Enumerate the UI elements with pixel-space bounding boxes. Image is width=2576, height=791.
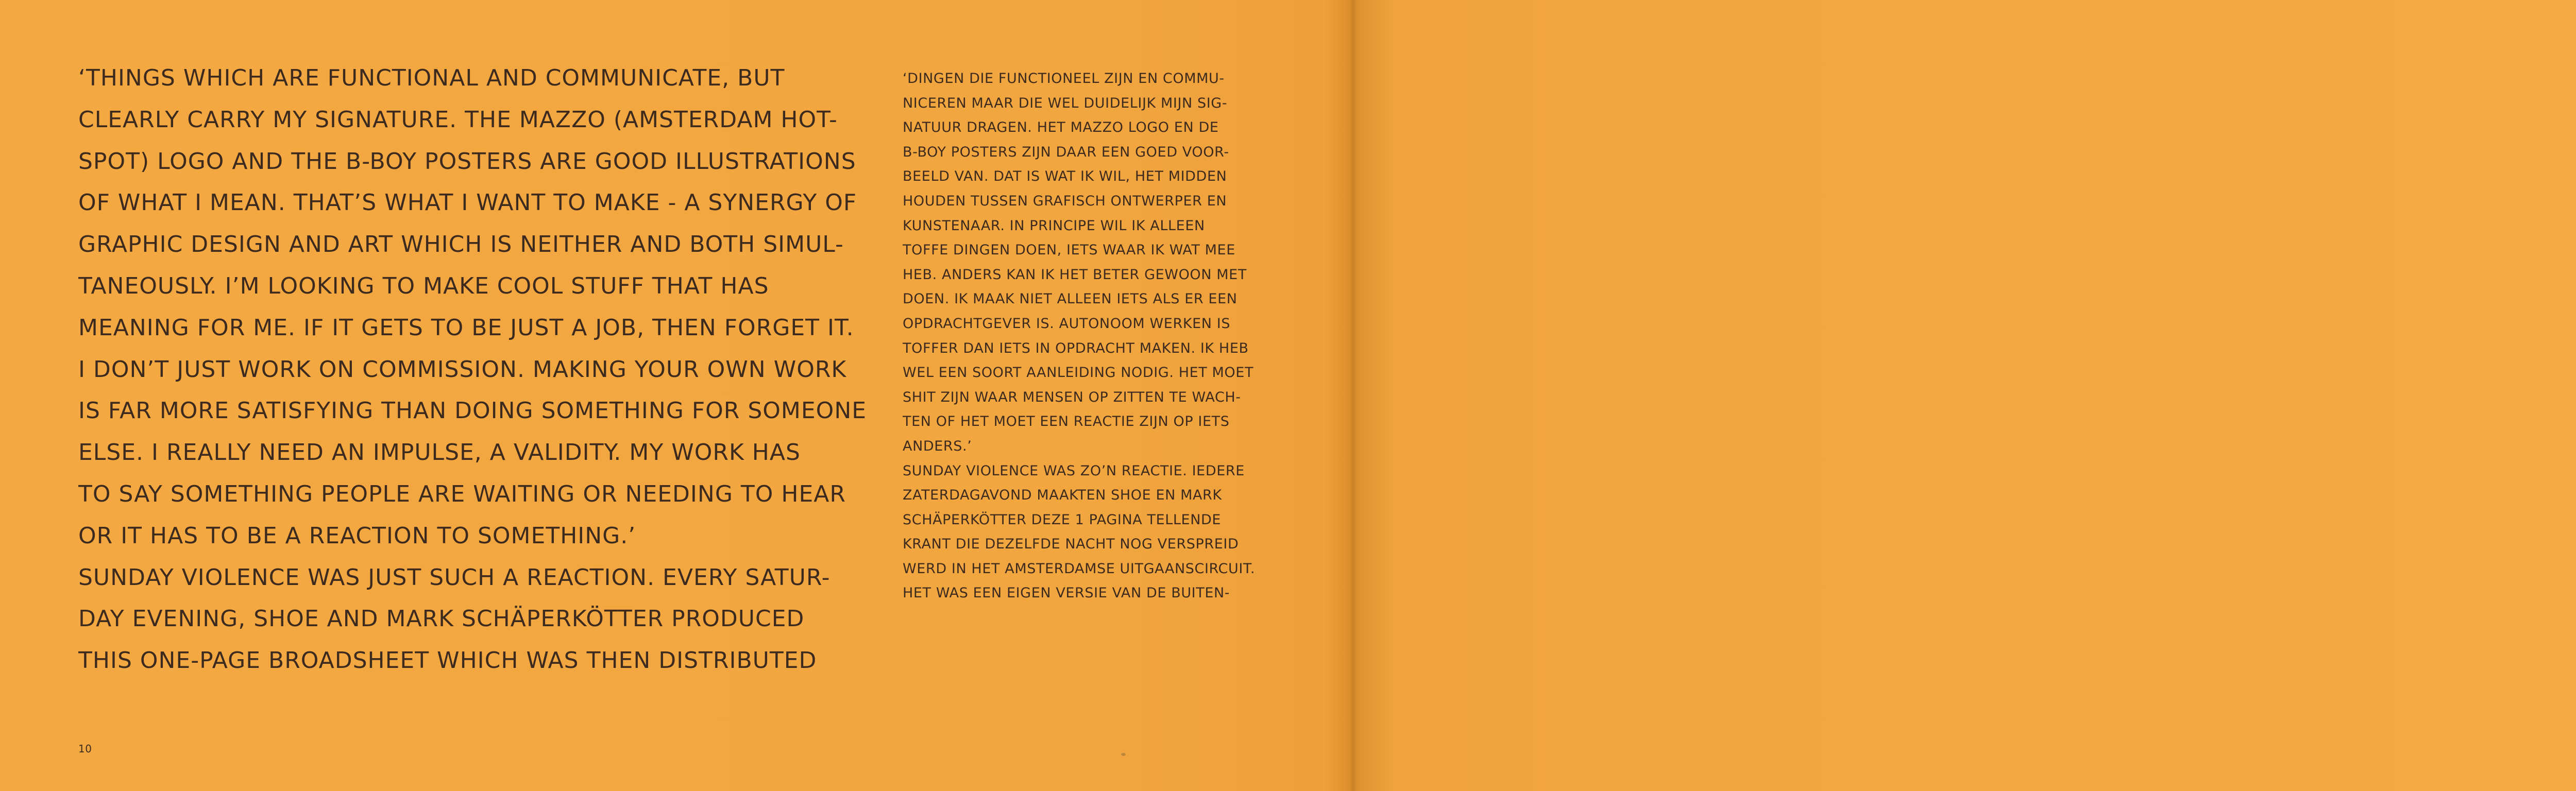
right-page	[1350, 0, 2576, 791]
left-page-number: 10	[78, 743, 92, 755]
left-page-dutch-column: ‘DINGEN DIE FUNCTIONEEL ZIJN EN COMMU- NICEREN MAAR DIE WEL DUIDELIJK MIJN SIG- NATUUR DRAGEN. HET MAZZO LOGO EN DE B-BOY POSTERS ZIJN DAAR EEN GOED VOOR- BEELD VAN. DAT IS WAT IK WIL, HET MIDDEN HOUDEN TUSSEN GRAFISCH ONTWERPER EN KUNSTENAAR. IN PRINCIPE WIL IK ALLEEN TOFFE DINGEN DOEN, IETS WAAR IK WAT MEE HEB. ANDERS KAN IK HET BETER GEWOON MET DOEN. IK MAAK NIET ALLEEN IETS ALS ER EEN OPDRACHTGEVER IS. AUTONOOM WERKEN IS TOFFER DAN IETS IN OPDRACHT MAKEN. IK HEB WEL EEN SOORT AANLEIDING NODIG. HET MOET SHIT ZIJN WAAR MENSEN OP ZITTEN TE WACH- TEN OF HET MOET EEN REACTIE ZIJN OP IETS ANDERS.’ SUNDAY VIOLENCE WAS ZO’N REACTIE. IEDERE ZATERDAGAVOND MAAKTEN SHOE EN MARK SCHÄPERKÖTTER DEZE 1 PAGINA TELLENDE KRANT DIE DEZELFDE NACHT NOG VERSPREID WERD IN HET AMSTERDAMSE UITGAANSCIRCUIT. HET WAS EEN EIGEN VERSIE VAN DE BUITEN-	[903, 71, 1255, 601]
left-page-english-column: ‘THINGS WHICH ARE FUNCTIONAL AND COMMUNICATE, BUT CLEARLY CARRY MY SIGNATURE. THE MAZZO (AMSTERDAM HOT- SPOT) LOGO AND THE B-BOY POSTERS ARE GOOD ILLUSTRATIONS OF WHAT I MEAN. THAT’S WHAT I WANT TO MAKE - A SYNERGY OF GRAPHIC DESIGN AND ART WHICH IS NEITHER AND BOTH SIMUL- TANEOUSLY. I’M LOOKING TO MAKE COOL STUFF THAT HAS MEANING FOR ME. IF IT GETS TO BE JUST A JOB, THEN FORGET IT. I DON’T JUST WORK ON COMMISSION. MAKING YOUR OWN WORK IS FAR MORE SATISFYING THAN DOING SOMETHING FOR SOMEONE ELSE. I REALLY NEED AN IMPULSE, A VALIDITY. MY WORK HAS TO SAY SOMETHING PEOPLE ARE WAITING OR NEEDING TO HEAR OR IT HAS TO BE A REACTION TO SOMETHING.’ SUNDAY VIOLENCE WAS JUST SUCH A REACTION. EVERY SATUR- DAY EVENING, SHOE AND MARK SCHÄPERKÖTTER PRODUCED THIS ONE-PAGE BROADSHEET WHICH WAS THEN DISTRIBUTED	[78, 65, 867, 674]
paper-speck	[1121, 753, 1126, 756]
